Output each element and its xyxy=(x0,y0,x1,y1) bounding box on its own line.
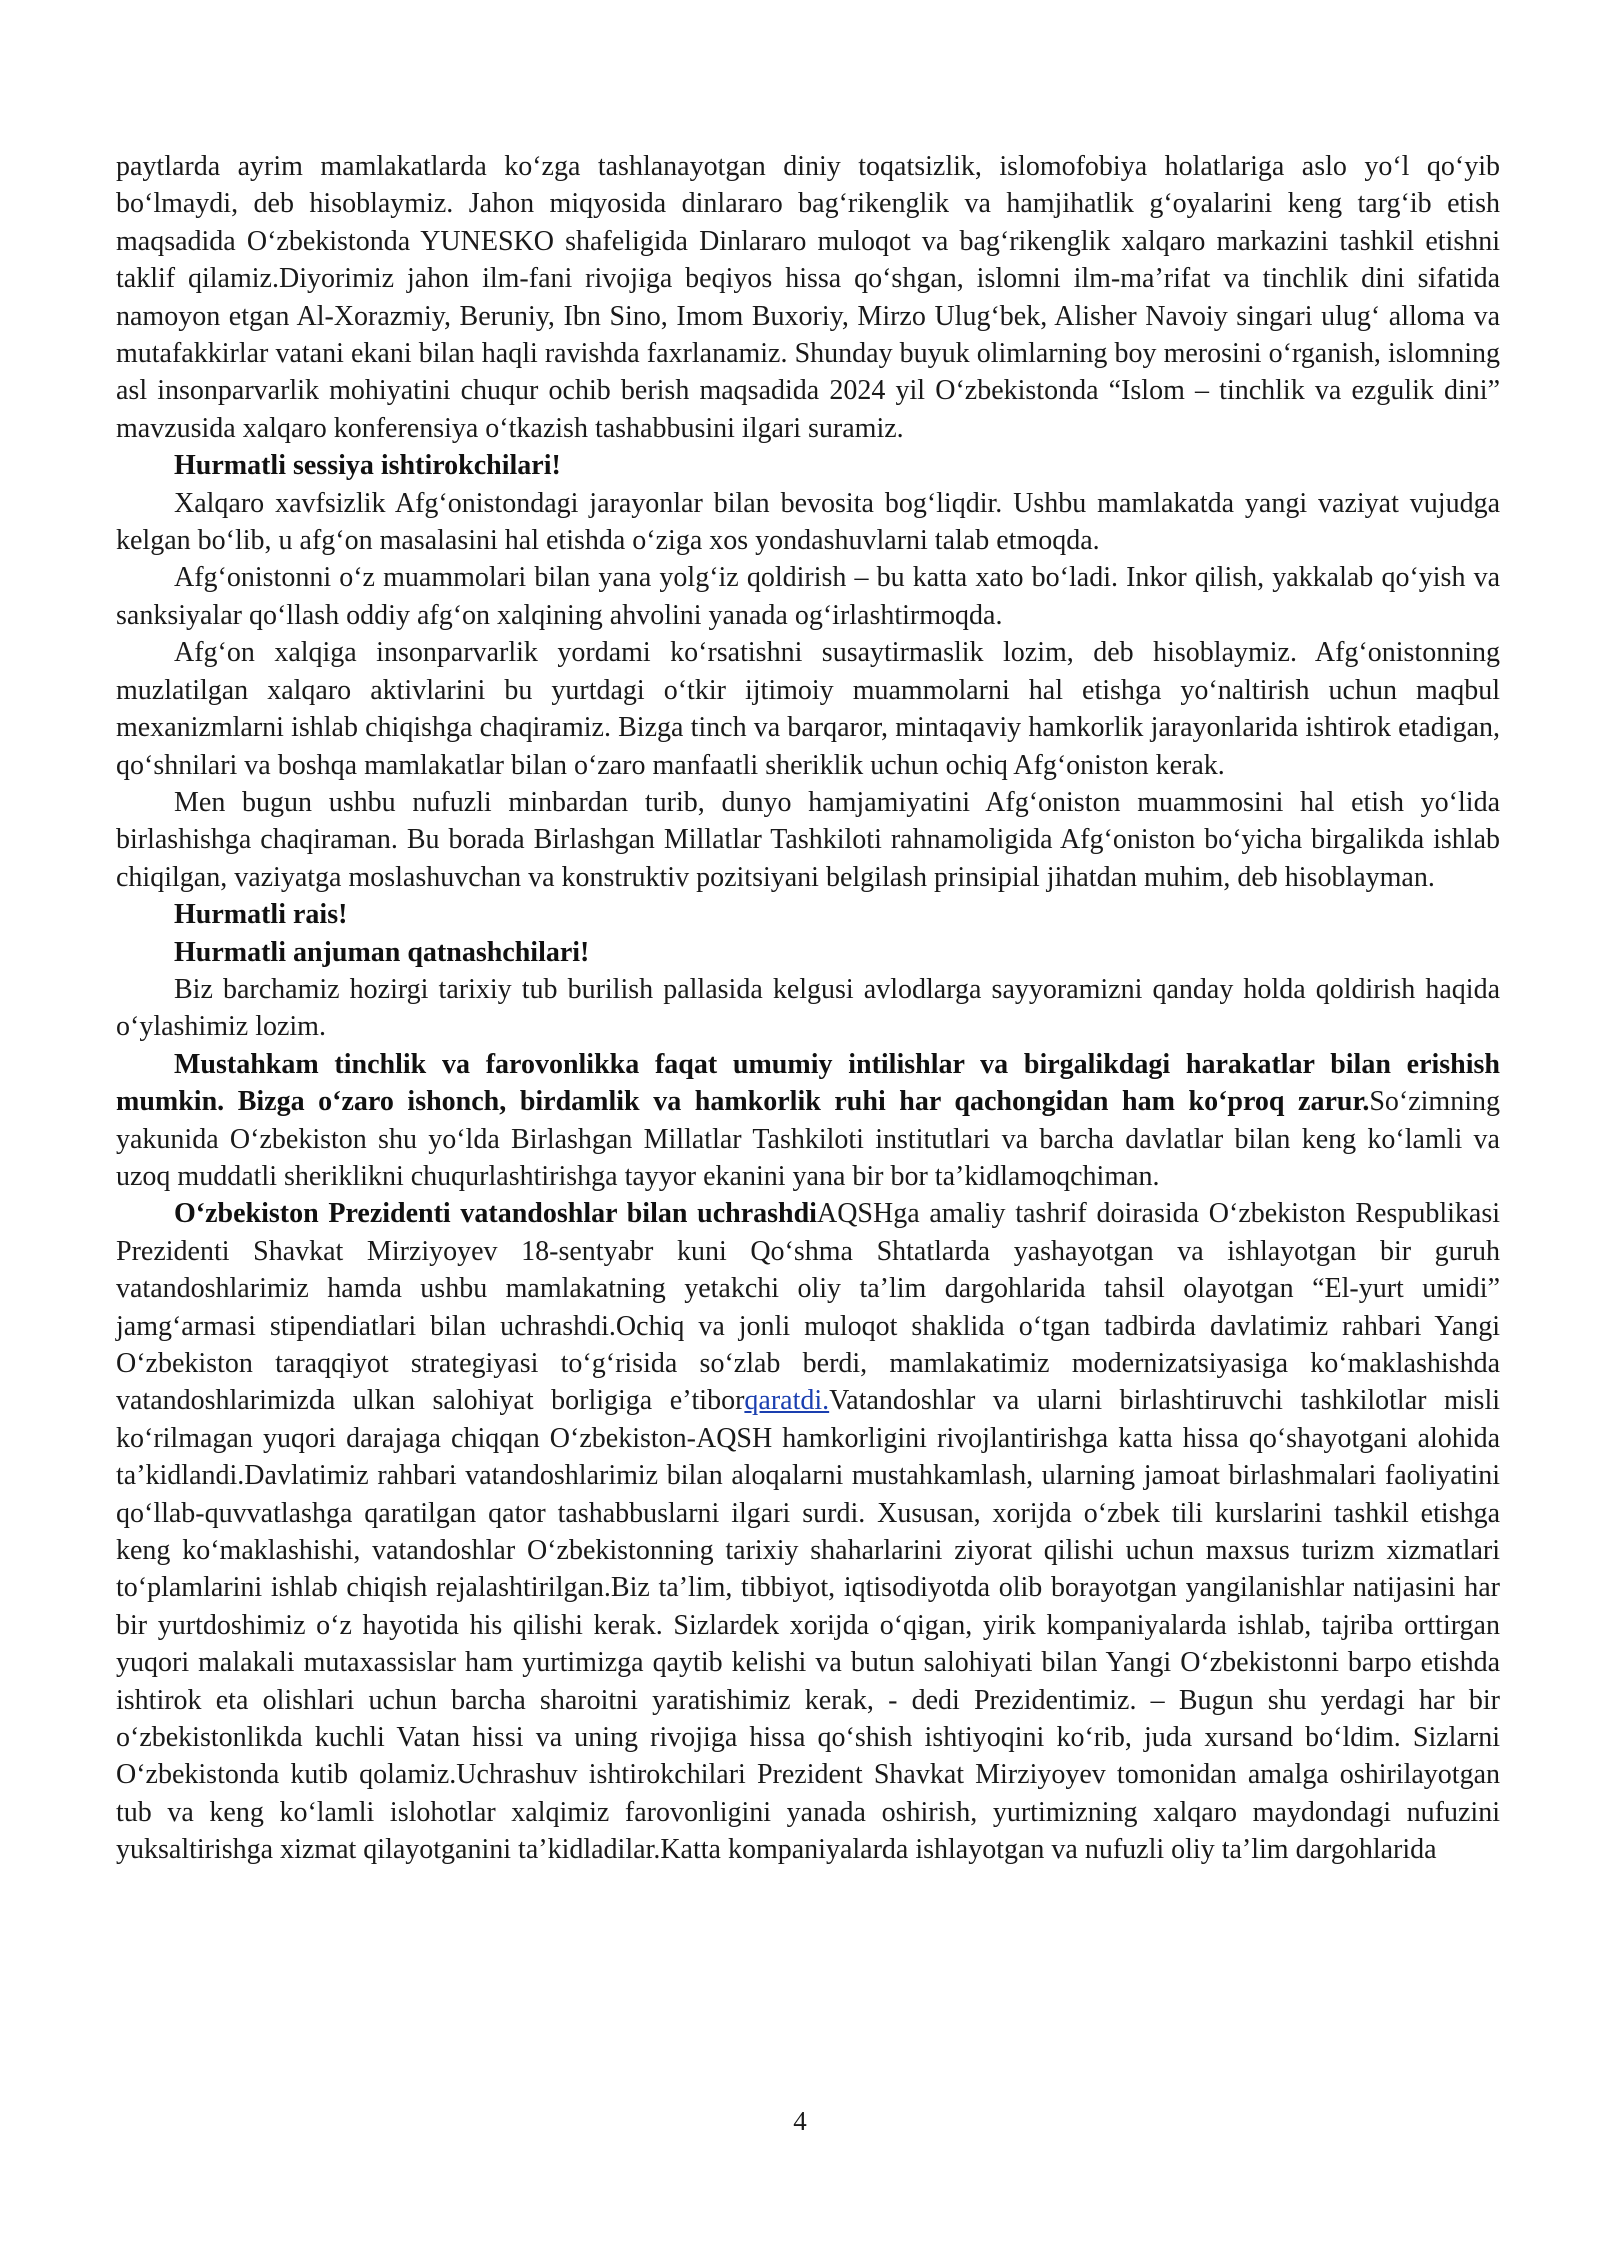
paragraph-text: AQSHga amaliy tashrif doirasida Oʻzbekiston Respublikasi Prezidenti Shavkat Mirziyoyev 18-sentyabr kuni Qoʻshma Shtatlarda yashayotgan va ishlayotgan bir guruh vatandoshlarimiz hamda ushbu mamlakatning yetakchi oliy taʼlim dargohlarida tahsil olayotgan “El-yurt umidi” jamgʻarmasi stipendiatlari bilan uchrashdi.Ochiq va jonli muloqot shaklida oʻtgan tadbirda davlatimiz rahbari Yangi Oʻzbekiston taraqqiyot strategiyasi toʻgʻrisida soʻzlab berdi, mamlakatimiz modernizatsiyasiga koʻmaklashishda vatandoshlarimizda ulkan salohiyat borligiga eʼtibor xyxy=(116,1198,1500,1417)
paragraph xyxy=(116,1046,1500,1196)
bold-text: Hurmatli rais! xyxy=(174,899,348,931)
paragraph xyxy=(116,559,1500,634)
bold-text: Oʻzbekiston Prezidenti vatandoshlar bilan uchrashdi xyxy=(174,1198,817,1230)
paragraph xyxy=(116,971,1500,1046)
paragraph xyxy=(116,934,1500,971)
document-body xyxy=(116,148,1500,1869)
inline-link[interactable]: qaratdi. xyxy=(744,1385,830,1417)
page-number: 4 xyxy=(793,2106,807,2136)
paragraph-text: Men bugun ushbu nufuzli minbardan turib, dunyo hamjamiyatini Afgʻoniston muammosini hal etish yoʻlida birlashishga chaqiraman. Bu borada Birlashgan Millatlar Tashkiloti rahnamoligida Afgʻoniston boʻyicha birgalikda ishlab chiqilgan, vaziyatga moslashuvchan va konstruktiv pozitsiyani belgilash prinsipial jihatdan muhim, deb hisoblayman. xyxy=(116,786,1500,893)
paragraph-text: Afgʻonistonni oʻz muammolari bilan yana yolgʻiz qoldirish – bu katta xato boʻladi. Inkor qilish, yakkalab qoʻyish va sanksiyalar qoʻllash oddiy afgʻon xalqining ahvolini yanada ogʻirlashtirmoqda. xyxy=(116,562,1500,631)
paragraph xyxy=(116,634,1500,784)
paragraph-text: Vatandoshlar va ularni birlashtiruvchi tashkilotlar misli koʻrilmagan yuqori darajaga chiqqan Oʻzbekiston-AQSH hamkorligini rivojlantirishga katta hissa qoʻshayotgani alohida taʼkidlandi.Davlatimiz rahbari vatandoshlarimiz bilan aloqalarni mustahkamlash, ularning jamoat birlashmalari faoliyatini qoʻllab-quvvatlashga qaratilgan qator tashabbuslarni ilgari surdi. Xususan, xorijda oʻzbek tili kurslarini tashkil etishga keng koʻmaklashishi, vatandoshlar Oʻzbekistonning tarixiy shaharlarini ziyorat qilishi uchun maxsus turizm xizmatlari toʻplamlarini ishlab chiqish rejalashtirilgan.Biz taʼlim, tibbiyot, iqtisodiyotda olib borayotgan yangilanishlar natijasini har bir yurtdoshimiz oʻz hayotida his qilishi kerak. Sizlardek xorijda oʻqigan, yirik kompaniyalarda ishlab, tajriba orttirgan yuqori malakali mutaxassislar ham yurtimizga qaytib kelishi va butun salohiyati bilan Yangi Oʻzbekistonni barpo etishda ishtirok eta olishlari uchun barcha sharoitni yaratishimiz kerak, - dedi Prezidentimiz. – Bugun shu yerdagi har bir oʻzbekistonlikda kuchli Vatan hissi va uning rivojiga hissa qoʻshish ishtiyoqini koʻrib, juda xursand boʻldim. Sizlarni Oʻzbekistonda kutib qolamiz.Uchrashuv ishtirokchilari Prezident Shavkat Mirziyoyev tomonidan amalga oshirilayotgan tub va keng koʻlamli islohotlar xalqimiz farovonligini yanada oshirish, yurtimizning xalqaro maydondagi nufuzini yuksaltirishga xizmat qilayotganini taʼkidladilar.Katta kompaniyalarda ishlayotgan va nufuzli oliy taʼlim dargohlarida xyxy=(116,1385,1501,1866)
paragraph xyxy=(116,784,1500,896)
bold-text: Hurmatli anjuman qatnashchilari! xyxy=(174,936,590,968)
paragraph-text: paytlarda ayrim mamlakatlarda koʻzga tashlanayotgan diniy toqatsizlik, islomofobiya holatlariga aslo yoʻl qoʻyib boʻlmaydi, deb hisoblaymiz. Jahon miqyosida dinlararo bagʻrikenglik va hamjihatlik gʻoyalarini keng targʻib etish maqsadida Oʻzbekistonda YUNESKO shafeligida Dinlararo muloqot va bagʻrikenglik xalqaro markazini tashkil etishni taklif qilamiz.Diyorimiz jahon ilm-fani rivojiga beqiyos hissa qoʻshgan, islomni ilm-maʼrifat va tinchlik dini sifatida namoyon etgan Al-Xorazmiy, Beruniy, Ibn Sino, Imom Buxoriy, Mirzo Ulugʻbek, Alisher Navoiy singari ulugʻ alloma va mutafakkirlar vatani ekani bilan haqli ravishda faxrlanamiz. Shunday buyuk olimlarning boy merosini oʻrganish, islomning asl insonparvarlik mohiyatini chuqur ochib berish maqsadida 2024 yil Oʻzbekistonda “Islom – tinchlik va ezgulik dini” mavzusida xalqaro konferensiya oʻtkazish tashabbusini ilgari suramiz. xyxy=(116,151,1500,444)
paragraph-text: Afgʻon xalqiga insonparvarlik yordami koʻrsatishni susaytirmaslik lozim, deb hisoblaymiz. Afgʻonistonning muzlatilgan xalqaro aktivlarini bu yurtdagi oʻtkir ijtimoiy muammolarni hal etishga yoʻnaltirish uchun maqbul mexanizmlarni ishlab chiqishga chaqiramiz. Bizga tinch va barqaror, mintaqaviy hamkorlik jarayonlarida ishtirok etadigan, qoʻshnilari va boshqa mamlakatlar bilan oʻzaro manfaatli sheriklik uchun ochiq Afgʻoniston kerak. xyxy=(116,637,1500,781)
bold-text: Hurmatli sessiya ishtirokchilari! xyxy=(174,450,561,482)
paragraph xyxy=(116,447,1500,484)
paragraph-text: Xalqaro xavfsizlik Afgʻonistondagi jarayonlar bilan bevosita bogʻliqdir. Ushbu mamlakatda yangi vaziyat vujudga kelgan boʻlib, u afgʻon masalasini hal etishda oʻziga xos yondashuvlarni talab etmoqda. xyxy=(116,487,1500,557)
paragraph-text: Biz barchamiz hozirgi tarixiy tub burilish pallasida kelgusi avlodlarga sayyoramizni qanday holda qoldirish haqida oʻylashimiz lozim. xyxy=(116,973,1500,1043)
paragraph xyxy=(116,896,1500,933)
paragraph-text: Soʻzimning yakunida Oʻzbekiston shu yoʻlda Birlashgan Millatlar Tashkiloti institutlari va barcha davlatlar bilan keng koʻlamli va uzoq muddatli sheriklikni chuqurlashtirishga tayyor ekanini yana bir bor taʼkidlamoqchiman. xyxy=(116,1086,1500,1192)
paragraph xyxy=(116,485,1500,560)
paragraph xyxy=(116,1195,1500,1868)
paragraph xyxy=(116,148,1500,447)
bold-text: Mustahkam tinchlik va farovonlikka faqat umumiy intilishlar va birgalikdagi harakatlar bilan erishish mumkin. Bizga oʻzaro ishonch, birdamlik va hamkorlik ruhi har qachongidan ham koʻproq zarur. xyxy=(116,1048,1500,1118)
